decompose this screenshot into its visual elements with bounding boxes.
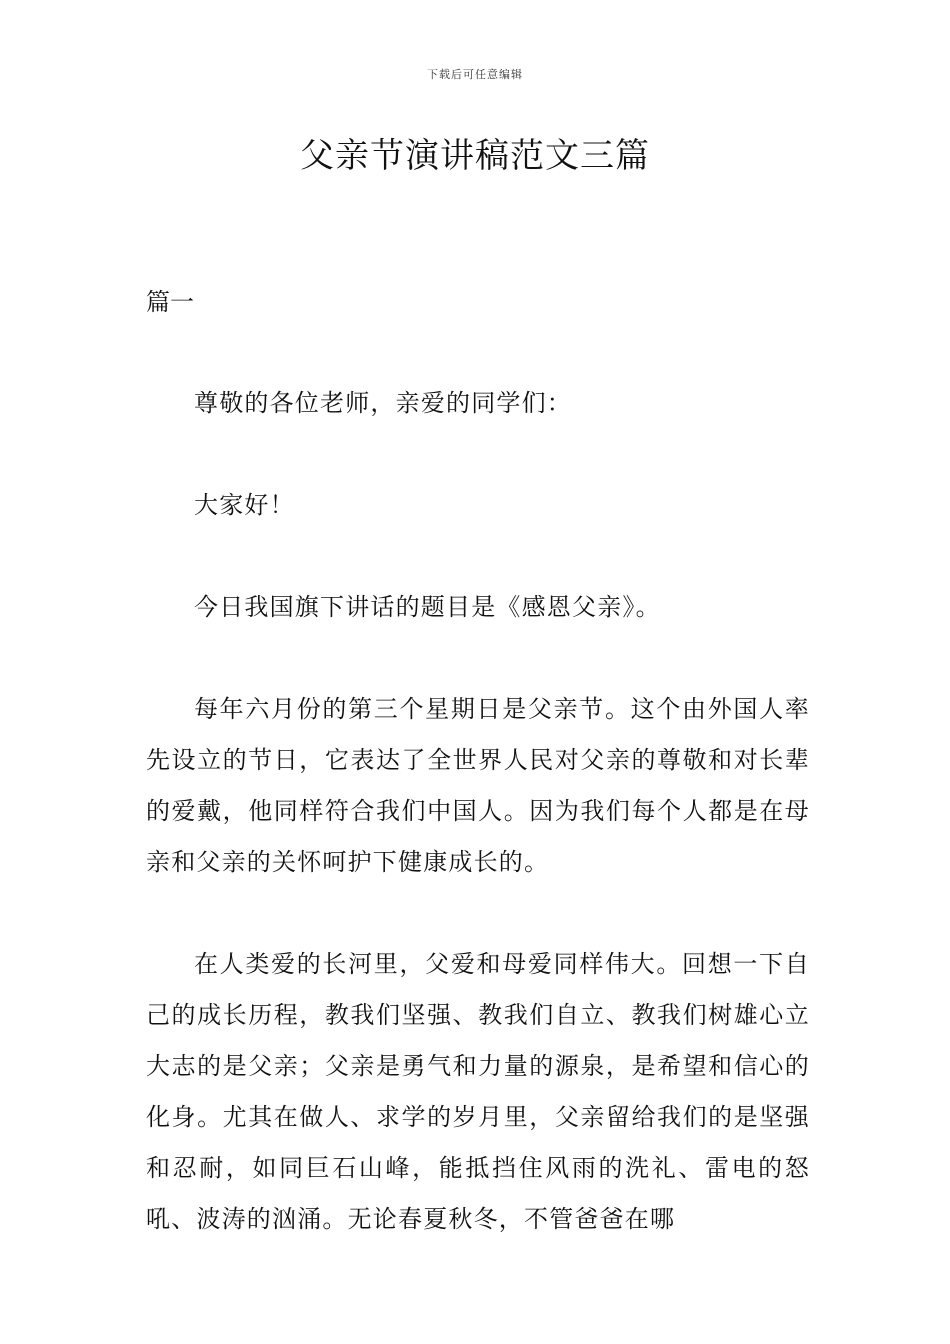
paragraph-topic: 今日我国旗下讲话的题目是《感恩父亲》。 (194, 593, 661, 621)
document-body (146, 378, 810, 1296)
header-note: 下载后可任意编辑 (427, 68, 523, 81)
paragraph-fatherly-love: 在人类爱的长河里，父爱和母爱同样伟大。回想一下自己的成长历程，教我们坚强、教我们自立、教我们树雄心立大志的是父亲；父亲是勇气和力量的源泉，是希望和信心的化身。尤其在做人、求学的岁月里，父亲留给我们的是坚强和忍耐，如同巨石山峰，能抵挡住风雨的洗礼、雷电的怒吼、波涛的汹涌。无论春夏秋冬，不管爸爸在哪 (146, 950, 810, 1233)
paragraph-greeting: 大家好！ (194, 491, 295, 519)
paragraph-salutation: 尊敬的各位老师，亲爱的同学们： (194, 389, 572, 417)
paragraph-fathers-day: 每年六月份的第三个星期日是父亲节。这个由外国人率先设立的节日，它表达了全世界人民对父亲的尊敬和对长辈的爱戴，他同样符合我们中国人。因为我们每个人都是在母亲和父亲的关怀呵护下健康成长的。 (146, 695, 810, 876)
section-heading: 篇一 (146, 288, 194, 316)
document-title: 父亲节演讲稿范文三篇 (300, 136, 650, 176)
